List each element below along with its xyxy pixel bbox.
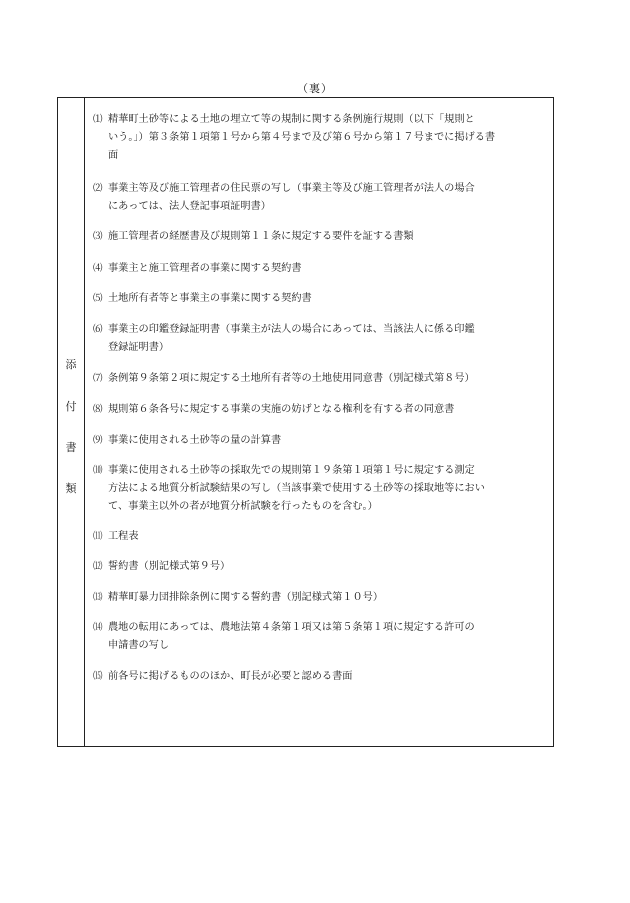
item-text-line: 誓約書（別記様式第９号） [108,561,231,572]
item-text-line: 面 [108,150,119,161]
item-number: ⑵ [93,183,103,194]
attachment-item [93,290,562,308]
item-text-line: 精華町土砂等による土地の埋立て等の規制に関する条例施行規則（以下「規則と [108,114,475,125]
attachment-item [93,558,562,576]
item-number: ⒂ [93,671,103,682]
attachment-item [93,260,562,278]
item-text-line: 事業に使用される土砂等の採取先での規則第１９条第１項第１号に規定する測定 [108,465,475,476]
item-text-line: 精華町暴力団排除条例に関する誓約書（別記様式第１０号） [108,592,384,603]
item-text-line: 事業主と施工管理者の事業に関する契約書 [108,263,302,274]
attachment-item [93,180,562,216]
item-number: ⑹ [93,324,103,335]
item-text-line: 前各号に掲げるもののほか、町長が必要と認める書面 [108,671,353,682]
item-number: ⑺ [93,373,103,384]
attachment-item [93,401,562,419]
attachment-item [93,462,562,516]
attachment-item [93,321,562,357]
item-text-line: 申請書の写し [108,640,170,651]
item-text-line: 規則第６条各号に規定する事業の実施の妨げとなる権利を有する者の同意書 [108,404,455,415]
item-text-line: にあっては、法人登記事項証明書） [108,201,271,212]
page-header: （裏） [297,82,333,95]
item-text-line: 方法による地質分析試験結果の写し（当該事業で使用する土砂等の採取地等におい [108,483,485,494]
item-text-line: 施工管理者の経歴書及び規則第１１条に規定する要件を証する書類 [108,231,414,242]
side-label-char: 類 [65,482,77,495]
attachment-item [93,228,562,246]
item-text-line: 土地所有者等と事業主の事業に関する契約書 [108,293,312,304]
item-number: ⒁ [93,622,103,633]
item-number: ⑻ [93,404,103,415]
attachment-item [93,589,562,607]
item-number: ⑷ [93,263,103,274]
side-label-char: 添 [65,358,77,371]
item-text-line: 事業主の印鑑登録証明書（事業主が法人の場合にあっては、当該法人に係る印鑑 [108,324,475,335]
item-text-line: 事業主等及び施工管理者の住民票の写し（事業主等及び施工管理者が法人の場合 [108,183,475,194]
item-number: ⑾ [93,531,103,542]
attachment-item [93,111,562,165]
item-number: ⑴ [93,114,103,125]
item-text-line: 事業に使用される土砂等の量の計算書 [108,435,282,446]
attachment-item [93,528,562,546]
item-text-line: て、事業主以外の者が地質分析試験を行ったものを含む。） [108,501,378,512]
item-text-line: 条例第９条第２項に規定する土地所有者等の土地使用同意書（別記様式第８号） [108,373,475,384]
item-text-line: 農地の転用にあっては、農地法第４条第１項又は第５条第１項に規定する許可の [108,622,475,633]
item-number: ⑸ [93,293,103,304]
attachment-item [93,370,562,388]
attachments-table [57,97,554,747]
item-number: ⑼ [93,435,103,446]
item-number: ⑿ [93,561,103,572]
item-text-line: 登録証明書） [108,342,170,353]
attachment-item [93,432,562,450]
attachment-item [93,668,562,686]
attachments-list [85,98,553,746]
item-number: ⑶ [93,231,103,242]
side-label-char: 付 [65,400,77,413]
side-label-char: 書 [65,441,77,454]
item-number: ⑽ [93,465,103,476]
side-label-column [58,98,85,746]
item-text-line: 工程表 [108,531,139,542]
attachment-item [93,619,562,655]
item-number: ⒀ [93,592,103,603]
item-text-line: いう。」）第３条第１項第１号から第４号まで及び第６号から第１７号までに掲げる書 [108,132,496,143]
